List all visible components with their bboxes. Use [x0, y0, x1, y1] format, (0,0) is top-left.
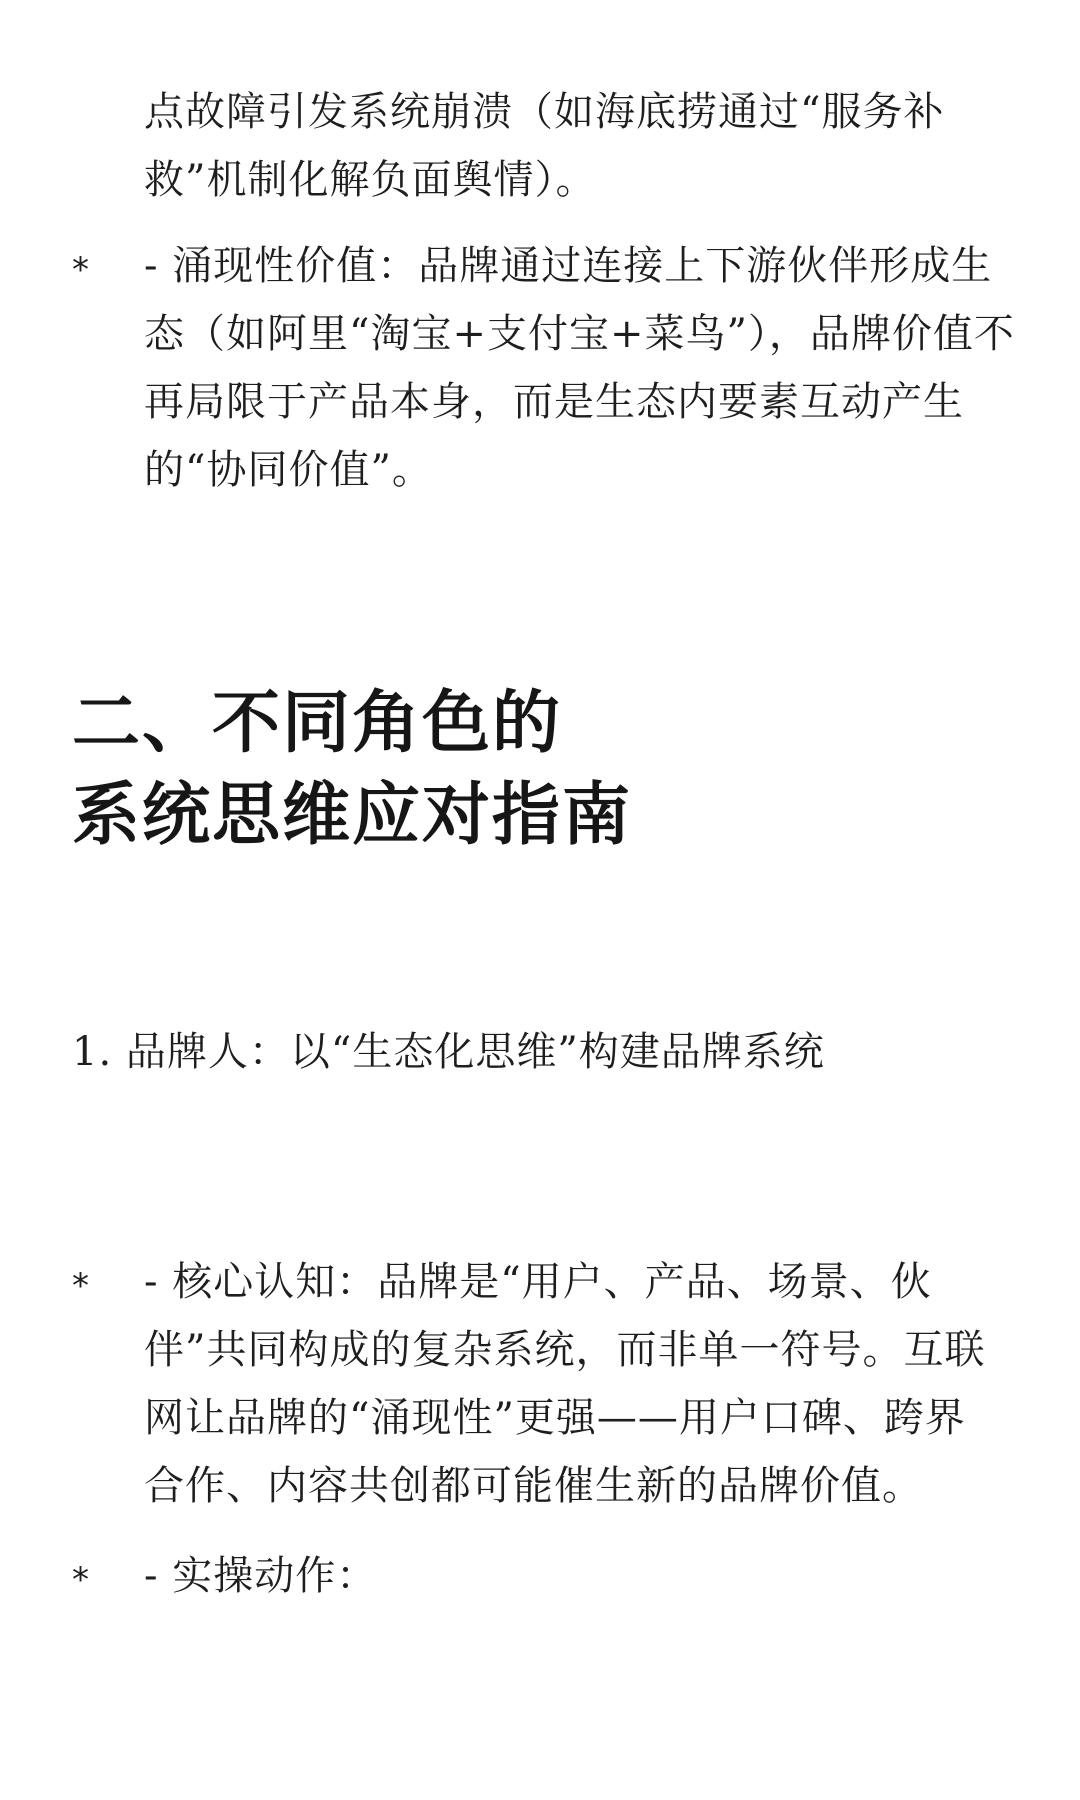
bullet-marker: *: [72, 1560, 89, 1600]
paragraph-line: 救”机制化解负面舆情）。: [144, 157, 597, 203]
section-heading-line: 二、不同角色的: [72, 684, 563, 763]
section-heading: [72, 678, 1032, 862]
paragraph-line: - 涌现性价值：品牌通过连接上下游伙伴形成生: [144, 243, 993, 289]
bullet-emergent-value: [144, 232, 1024, 504]
paragraph-line: 的“协同价值”。: [144, 447, 433, 493]
bullet-practical-actions: [144, 1542, 1024, 1610]
bullet-marker: *: [72, 1266, 89, 1306]
paragraph-line: 伴”共同构成的复杂系统，而非单一符号。互联: [144, 1327, 986, 1373]
section-heading-line: 系统思维应对指南: [72, 776, 633, 855]
paragraph-line: - 实操动作：: [144, 1553, 378, 1599]
paragraph-line: 合作、内容共创都可能催生新的品牌价值。: [144, 1463, 923, 1509]
bullet-marker: *: [72, 250, 89, 290]
subsection-title: 1. 品牌人：以“生态化思维”构建品牌系统: [72, 1029, 825, 1075]
paragraph-line: 再局限于产品本身，而是生态内要素互动产生: [144, 379, 964, 425]
paragraph-line: 点故障引发系统崩溃（如海底捞通过“服务补: [144, 89, 945, 135]
bullet-core-cognition: [144, 1248, 1024, 1520]
continued-paragraph: [144, 78, 1024, 214]
paragraph-line: 网让品牌的“涌现性”更强——用户口碑、跨界: [144, 1395, 966, 1441]
paragraph-line: 态（如阿里“淘宝+支付宝+菜鸟”），品牌价值不: [144, 311, 1015, 357]
paragraph-line: - 核心认知：品牌是“用户、产品、场景、伙: [144, 1259, 932, 1305]
